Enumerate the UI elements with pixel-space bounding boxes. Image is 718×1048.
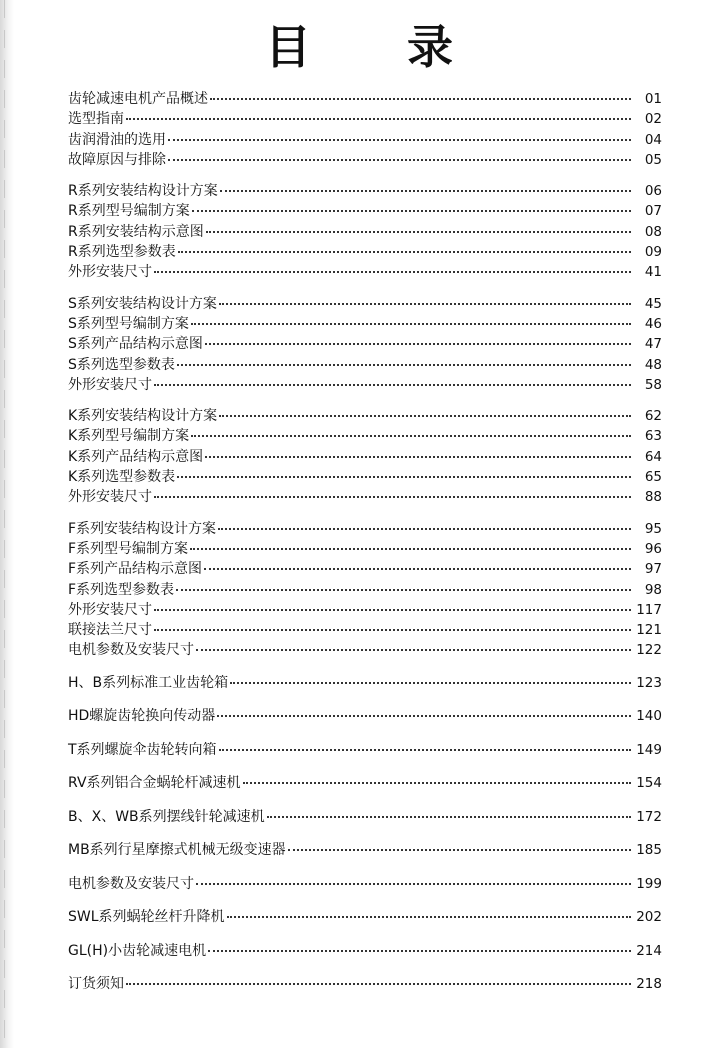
toc-entry-title: 外形安装尺寸 xyxy=(68,264,152,281)
toc-entry-title: K系列安装结构设计方案 xyxy=(68,408,218,425)
toc-entry[interactable] xyxy=(68,940,662,962)
dot-leader xyxy=(267,815,631,818)
toc-page-number: 96 xyxy=(644,540,662,557)
dot-leader xyxy=(204,567,631,570)
toc-page-number: 65 xyxy=(644,469,662,486)
toc-entry[interactable] xyxy=(68,181,662,201)
dot-leader xyxy=(154,608,631,611)
toc-entry[interactable] xyxy=(68,739,662,761)
toc-page-number: 123 xyxy=(636,674,662,691)
toc-entry-title: S系列型号编制方案 xyxy=(68,315,189,332)
toc-entry[interactable] xyxy=(68,580,662,600)
toc-entry[interactable] xyxy=(68,873,662,895)
toc-entry[interactable] xyxy=(68,150,662,170)
toc-entry-title: S系列产品结构示意图 xyxy=(68,336,203,353)
toc-page-number: 149 xyxy=(636,741,662,758)
dot-leader xyxy=(205,455,631,458)
toc-page-number: 121 xyxy=(636,622,662,639)
dot-leader xyxy=(126,117,631,120)
toc-entry[interactable] xyxy=(68,640,662,660)
toc-entry-title: GL(H)小齿轮减速电机 xyxy=(68,942,207,959)
toc-page-number: 154 xyxy=(636,775,662,792)
toc-entry-title: R系列安装结构示意图 xyxy=(68,223,204,240)
toc-page-number: 63 xyxy=(644,428,662,445)
toc-entry[interactable] xyxy=(68,375,662,395)
toc-entry[interactable] xyxy=(68,600,662,620)
dot-leader xyxy=(191,434,631,437)
toc-entry-title: 齿润滑油的选用 xyxy=(68,131,166,148)
toc-section xyxy=(68,406,662,507)
toc-entry[interactable] xyxy=(68,839,662,861)
page-title: 目 录 xyxy=(264,20,493,74)
toc-page-number: 214 xyxy=(636,942,662,959)
toc-section xyxy=(68,181,662,282)
dot-leader xyxy=(217,714,631,717)
dot-leader xyxy=(288,848,631,851)
toc-entry-title: 齿轮减速电机产品概述 xyxy=(68,91,208,107)
dot-leader xyxy=(154,270,631,273)
toc-entry-title: 订货须知 xyxy=(68,976,124,993)
toc-section xyxy=(68,739,662,761)
toc-entry[interactable] xyxy=(68,130,662,150)
toc-entry[interactable] xyxy=(68,519,662,539)
toc-page-number: 48 xyxy=(644,356,662,373)
toc-section xyxy=(68,294,662,395)
toc-section xyxy=(68,806,662,828)
toc-page-number: 05 xyxy=(644,151,662,168)
toc-entry-title: R系列安装结构设计方案 xyxy=(68,183,218,200)
toc-entry[interactable] xyxy=(68,334,662,354)
toc-entry-title: 故障原因与排除 xyxy=(68,151,166,168)
toc-page-number: 199 xyxy=(636,875,662,892)
toc-page-number: 98 xyxy=(644,581,662,598)
scan-edge-shadow xyxy=(0,0,14,1048)
toc-page-number: 08 xyxy=(644,223,662,240)
toc-page-number: 140 xyxy=(636,708,662,725)
toc-entry-title: HD螺旋齿轮换向传动器 xyxy=(68,708,216,725)
toc-section xyxy=(68,672,662,694)
dot-leader xyxy=(230,681,631,684)
toc-entry[interactable] xyxy=(68,447,662,467)
toc-page-number: 95 xyxy=(644,520,662,537)
dot-leader xyxy=(220,189,631,192)
dot-leader xyxy=(196,648,631,651)
toc-page-number: 46 xyxy=(644,315,662,332)
dot-leader xyxy=(191,322,631,325)
toc-entry[interactable] xyxy=(68,109,662,129)
toc-page-number: 97 xyxy=(644,561,662,578)
toc-entry[interactable] xyxy=(68,559,662,579)
dot-leader xyxy=(178,250,631,253)
toc-page-number: 88 xyxy=(644,489,662,506)
toc-entry-title: 外形安装尺寸 xyxy=(68,489,152,506)
toc-section xyxy=(68,519,662,661)
toc-section xyxy=(68,906,662,928)
toc-page-number: 122 xyxy=(636,642,662,659)
dot-leader xyxy=(168,158,631,161)
toc-entry-title: F系列选型参数表 xyxy=(68,581,175,598)
toc-entry-title: R系列型号编制方案 xyxy=(68,203,190,220)
toc-entry[interactable] xyxy=(68,973,662,995)
toc-entry-title: 电机参数及安装尺寸 xyxy=(68,642,194,659)
toc-section xyxy=(68,973,662,995)
toc-entry-title: R系列选型参数表 xyxy=(68,244,176,261)
toc-page-number: 202 xyxy=(636,909,662,926)
toc-section xyxy=(68,839,662,861)
table-of-contents xyxy=(68,89,662,1007)
toc-entry[interactable] xyxy=(68,426,662,446)
toc-entry[interactable] xyxy=(68,620,662,640)
toc-entry-title: F系列型号编制方案 xyxy=(68,540,189,557)
dot-leader xyxy=(168,138,631,141)
toc-page-number: 62 xyxy=(644,408,662,425)
toc-entry-title: 选型指南 xyxy=(68,111,124,128)
dot-leader xyxy=(243,781,631,784)
dot-leader xyxy=(205,342,631,345)
toc-entry[interactable] xyxy=(68,467,662,487)
dot-leader xyxy=(219,748,631,751)
dot-leader xyxy=(208,949,631,952)
dot-leader xyxy=(206,230,631,233)
toc-entry[interactable] xyxy=(68,705,662,727)
toc-entry[interactable] xyxy=(68,406,662,426)
dot-leader xyxy=(176,588,631,591)
toc-page-number: 04 xyxy=(644,131,662,148)
dot-leader xyxy=(196,882,631,885)
dot-leader xyxy=(219,414,631,417)
toc-entry[interactable] xyxy=(68,201,662,221)
toc-entry-title: 联接法兰尺寸 xyxy=(68,622,152,639)
toc-page-number: 218 xyxy=(636,976,662,993)
toc-page-number: 185 xyxy=(636,842,662,859)
toc-page-number: 41 xyxy=(644,264,662,281)
toc-entry-title: MB系列行星摩擦式机械无级变速器 xyxy=(68,842,286,859)
toc-entry[interactable] xyxy=(68,772,662,794)
toc-entry[interactable] xyxy=(68,242,662,262)
toc-section xyxy=(68,873,662,895)
toc-entry[interactable] xyxy=(68,262,662,282)
toc-page-number: 117 xyxy=(636,601,662,618)
toc-entry[interactable] xyxy=(68,806,662,828)
toc-page-number: 45 xyxy=(644,295,662,312)
toc-entry[interactable] xyxy=(68,294,662,314)
toc-page-number: 06 xyxy=(644,183,662,200)
dot-leader xyxy=(126,982,631,985)
toc-entry[interactable] xyxy=(68,906,662,928)
dot-leader xyxy=(177,363,631,366)
toc-entry-title: F系列产品结构示意图 xyxy=(68,561,203,578)
toc-entry[interactable] xyxy=(68,487,662,507)
dot-leader xyxy=(227,915,631,918)
toc-entry-title: S系列安装结构设计方案 xyxy=(68,295,217,312)
toc-entry-title: B、X、WB系列摆线针轮减速机 xyxy=(68,808,265,825)
toc-entry-title: K系列选型参数表 xyxy=(68,469,176,486)
toc-page-number: 01 xyxy=(644,91,662,107)
dot-leader xyxy=(154,628,631,631)
toc-section xyxy=(68,705,662,727)
toc-page-number: 09 xyxy=(644,244,662,261)
toc-entry-title: 外形安装尺寸 xyxy=(68,601,152,618)
toc-entry-title: F系列安装结构设计方案 xyxy=(68,520,217,537)
toc-page-number: 07 xyxy=(644,203,662,220)
toc-entry-title: K系列产品结构示意图 xyxy=(68,448,204,465)
toc-section xyxy=(68,940,662,962)
toc-page-number: 58 xyxy=(644,376,662,393)
dot-leader xyxy=(210,97,631,100)
toc-page-number: 47 xyxy=(644,336,662,353)
dot-leader xyxy=(219,302,631,305)
toc-entry-title: SWL系列蜗轮丝杆升降机 xyxy=(68,909,225,926)
dot-leader xyxy=(154,383,631,386)
toc-entry[interactable] xyxy=(68,355,662,375)
toc-entry-title: K系列型号编制方案 xyxy=(68,428,190,445)
toc-entry[interactable] xyxy=(68,222,662,242)
toc-page-number: 02 xyxy=(644,111,662,128)
toc-entry-title: 电机参数及安装尺寸 xyxy=(68,875,194,892)
dot-leader xyxy=(218,527,631,530)
dot-leader xyxy=(154,495,631,498)
toc-section xyxy=(68,772,662,794)
toc-page-number: 64 xyxy=(644,448,662,465)
toc-entry-title: H、B系列标准工业齿轮箱 xyxy=(68,674,229,691)
toc-entry-title: S系列选型参数表 xyxy=(68,356,175,373)
toc-entry-title: RV系列铝合金蜗轮杆减速机 xyxy=(68,775,241,792)
toc-entry-title: T系列螺旋伞齿轮转向箱 xyxy=(68,741,217,758)
toc-entry[interactable] xyxy=(68,539,662,559)
dot-leader xyxy=(177,475,631,478)
toc-entry[interactable] xyxy=(68,672,662,694)
toc-entry-title: 外形安装尺寸 xyxy=(68,376,152,393)
dot-leader xyxy=(190,547,631,550)
toc-entry[interactable] xyxy=(68,89,662,109)
toc-entry[interactable] xyxy=(68,314,662,334)
toc-section xyxy=(68,89,662,170)
toc-page-number: 172 xyxy=(636,808,662,825)
dot-leader xyxy=(192,209,631,212)
